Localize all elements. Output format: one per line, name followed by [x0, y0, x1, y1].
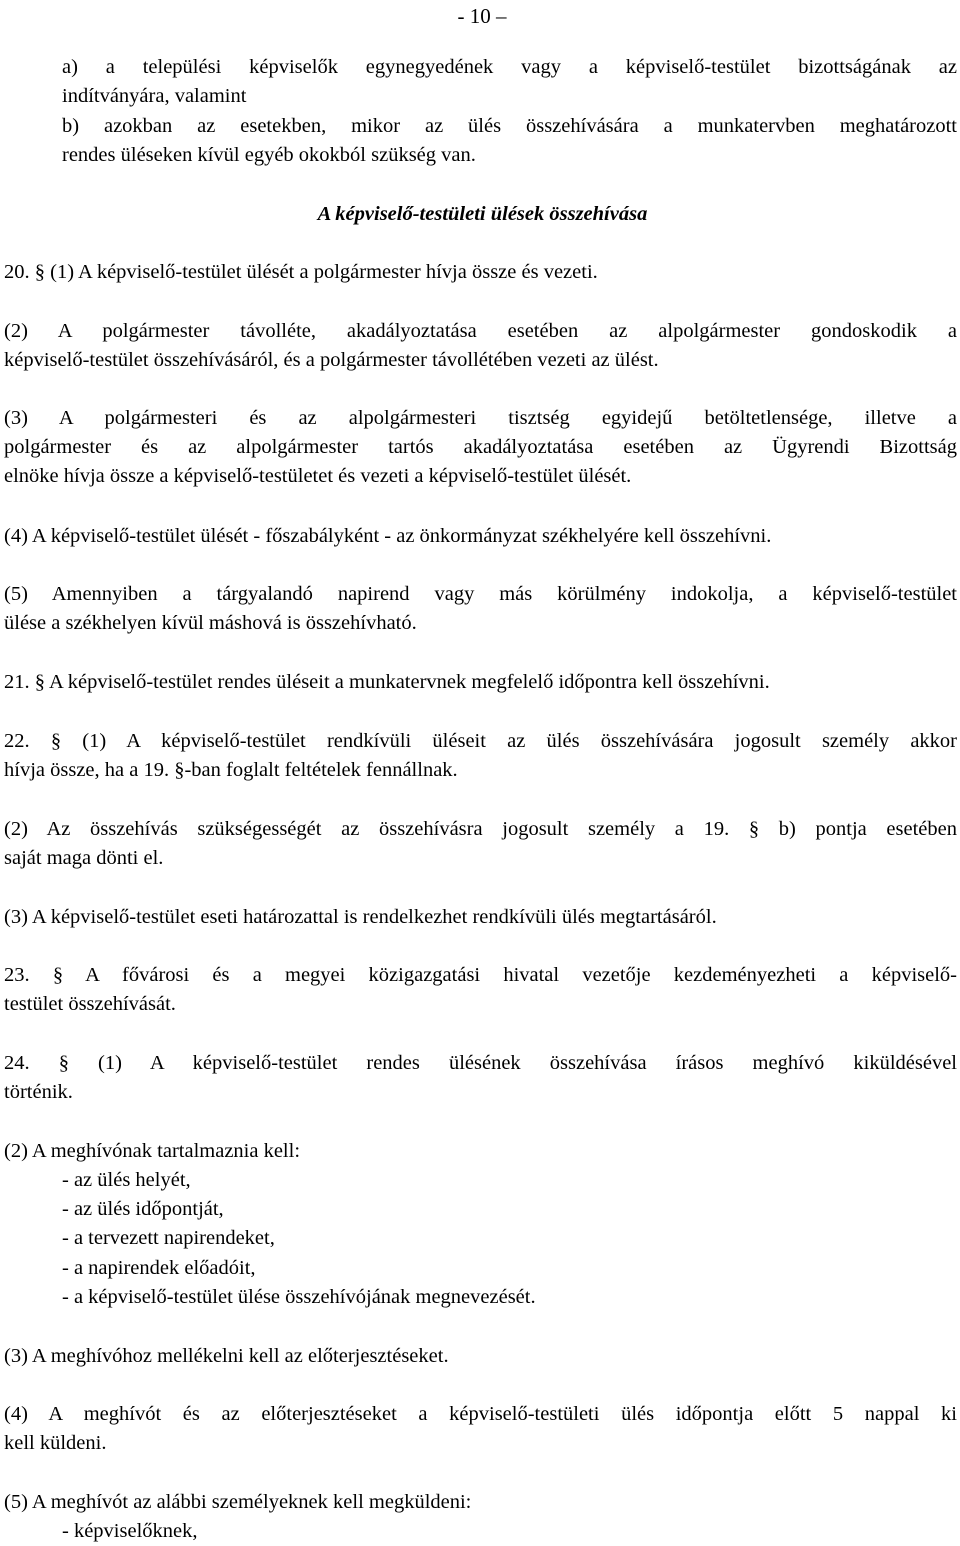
s24-p5-intro: (5) A meghívót az alábbi személyeknek kell megküldeni:	[4, 1491, 472, 1513]
s22-p2: (2) Az összehívás szükségességét az összehívásra jogosult személy a 19. § b) pontja esetében saját maga dönti el.	[4, 818, 957, 869]
s24-p1: 24. § (1) A képviselő-testület rendes ülésének összehívása írásos meghívó kiküldésével történik.	[4, 1052, 957, 1103]
intro-b-line-2: rendes üléseken kívül egyéb okokból szükség van.	[62, 144, 476, 166]
intro-a-line-1: a) a települési képviselők egynegyedének vagy a képviselő-testület bizottságának az	[62, 56, 957, 78]
s24-p2-intro: (2) A meghívónak tartalmaznia kell:	[4, 1140, 301, 1162]
s21-p1: 21. § A képviselő-testület rendes üléseit a munkatervnek megfelelő időpontra kell összehívni.	[4, 671, 770, 693]
s22-p1: 22. § (1) A képviselő-testület rendkívüli üléseit az ülés összehívására jogosult személy akkor hívja össze, ha a 19. §-ban foglalt feltételek fennállnak.	[4, 730, 957, 781]
intro-item-b	[62, 112, 957, 170]
section-heading: A képviselő-testületi ülések összehívása	[317, 203, 648, 225]
list-item: - a tervezett napirendeket,	[62, 1227, 275, 1249]
intro-b-line-1: b) azokban az esetekben, mikor az ülés összehívására a munkatervben meghatározott	[62, 115, 957, 137]
s20-p4: (4) A képviselő-testület ülését - főszabályként - az önkormányzat székhelyére kell összehívni.	[4, 525, 772, 547]
list-item: - az ülés helyét,	[62, 1169, 191, 1191]
intro-a-line-2: indítványára, valamint	[62, 85, 247, 107]
list-item: - a képviselő-testület ülése összehívójának megnevezését.	[62, 1286, 536, 1308]
s20-p5: (5) Amennyiben a tárgyalandó napirend vagy más körülmény indokolja, a képviselő-testület ülése a székhelyen kívül máshová is összehívható.	[4, 583, 957, 634]
list-item: - az ülés időpontját,	[62, 1198, 224, 1220]
s24-p3: (3) A meghívóhoz mellékelni kell az előterjesztéseket.	[4, 1345, 449, 1367]
s20-p2: (2) A polgármester távolléte, akadályoztatása esetében az alpolgármester gondoskodik a képviselő-testület összehívásáról, és a polgármester távollétében vezeti az ülést.	[4, 320, 957, 371]
s20-p3: (3) A polgármesteri és az alpolgármesteri tisztség egyidejű betöltetlensége, illetve a polgármester és az alpolgármester tartós akadályoztatása esetében az Ügyrendi Bizottság elnöke hívja össze a képviselő-testületet és vezeti a képviselő-testület ülését.	[4, 407, 957, 487]
s23-p1: 23. § A fővárosi és a megyei közigazgatási hivatal vezetője kezdeményezheti a képviselő- testület összehívását.	[4, 964, 957, 1015]
list-item: - képviselőknek,	[62, 1520, 198, 1542]
s20-p1: 20. § (1) A képviselő-testület ülését a polgármester hívja össze és vezeti.	[4, 261, 598, 283]
intro-item-a	[62, 53, 957, 111]
s22-p3: (3) A képviselő-testület eseti határozattal is rendelkezhet rendkívüli ülés megtartásáról.	[4, 906, 717, 928]
s24-p4: (4) A meghívót és az előterjesztéseket a képviselő-testületi ülés időpontja előtt 5 nappal ki kell küldeni.	[4, 1403, 957, 1454]
page-number: - 10 –	[457, 4, 507, 28]
list-item: - a napirendek előadóit,	[62, 1257, 256, 1279]
